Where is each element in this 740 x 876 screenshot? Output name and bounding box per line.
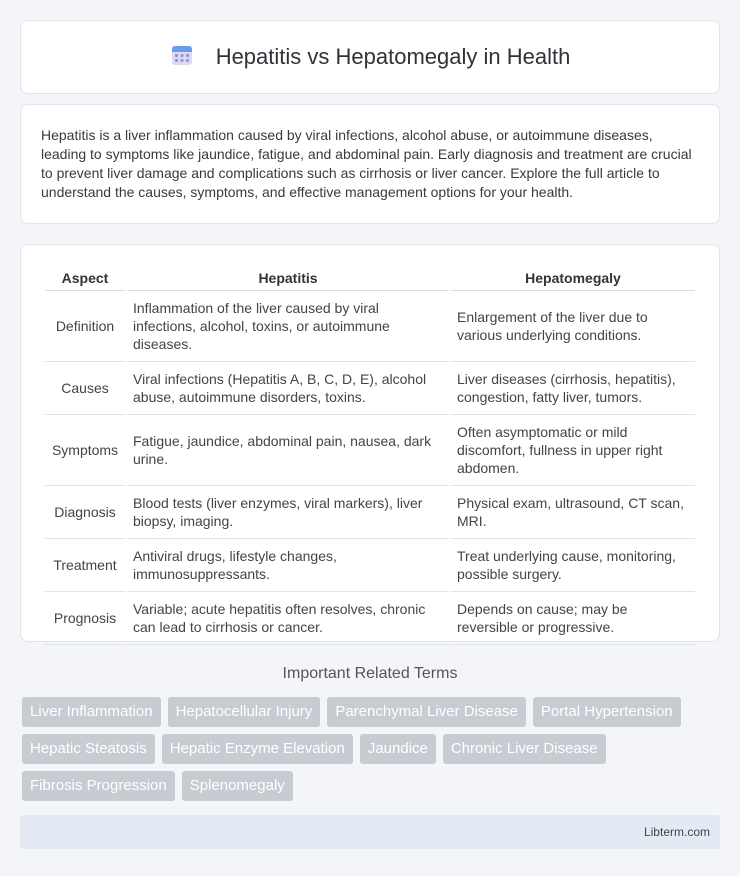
cell-hepatitis: Blood tests (liver enzymes, viral markers), liver biopsy, imaging.: [127, 486, 449, 539]
cell-hepatitis: Antiviral drugs, lifestyle changes, immunosuppressants.: [127, 539, 449, 592]
header-hepatitis: Hepatitis: [127, 267, 449, 291]
related-term-tag[interactable]: Fibrosis Progression: [22, 771, 175, 801]
related-term-tag[interactable]: Splenomegaly: [182, 771, 293, 801]
table-row: [45, 539, 695, 592]
related-term-tag[interactable]: Parenchymal Liver Disease: [327, 697, 526, 727]
cell-hepatitis: Inflammation of the liver caused by viral infections, alcohol, toxins, or autoimmune diseases.: [127, 291, 449, 362]
cell-aspect: Definition: [45, 291, 125, 362]
cell-hepatomegaly: Liver diseases (cirrhosis, hepatitis), congestion, fatty liver, tumors.: [451, 362, 695, 415]
related-term-tag[interactable]: Hepatic Enzyme Elevation: [162, 734, 353, 764]
table-row: [45, 291, 695, 362]
related-term-tag[interactable]: Hepatic Steatosis: [22, 734, 155, 764]
table-header-row: [45, 267, 695, 291]
cell-hepatomegaly: Often asymptomatic or mild discomfort, fullness in upper right abdomen.: [451, 415, 695, 486]
table-row: [45, 592, 695, 645]
cell-hepatomegaly: Treat underlying cause, monitoring, possible surgery.: [451, 539, 695, 592]
cell-hepatomegaly: Physical exam, ultrasound, CT scan, MRI.: [451, 486, 695, 539]
related-term-tag[interactable]: Hepatocellular Injury: [168, 697, 321, 727]
cell-aspect: Causes: [45, 362, 125, 415]
title-card: [20, 20, 720, 94]
calendar-icon: [170, 43, 194, 72]
related-term-tag[interactable]: Jaundice: [360, 734, 436, 764]
cell-aspect: Treatment: [45, 539, 125, 592]
footer-site[interactable]: Libterm.com: [643, 825, 710, 839]
cell-hepatitis: Viral infections (Hepatitis A, B, C, D, E), alcohol abuse, autoimmune disorders, toxins.: [127, 362, 449, 415]
header-aspect: Aspect: [45, 267, 125, 291]
table-row: [45, 362, 695, 415]
table-row: [45, 415, 695, 486]
comparison-table-card: [20, 244, 720, 642]
cell-hepatomegaly: Depends on cause; may be reversible or progressive.: [451, 592, 695, 645]
cell-aspect: Prognosis: [45, 592, 125, 645]
page-title: Hepatitis vs Hepatomegaly in Health: [215, 44, 571, 69]
related-term-tag[interactable]: Liver Inflammation: [22, 697, 161, 727]
comparison-table: [43, 267, 697, 645]
cell-hepatitis: Fatigue, jaundice, abdominal pain, nausea, dark urine.: [127, 415, 449, 486]
cell-hepatitis: Variable; acute hepatitis often resolves, chronic can lead to cirrhosis or cancer.: [127, 592, 449, 645]
related-term-tag[interactable]: Chronic Liver Disease: [443, 734, 606, 764]
intro-text: Hepatitis is a liver inflammation caused by viral infections, alcohol abuse, or autoimmune diseases, leading to symptoms like jaundice, fatigue, and abdominal pain. Early diagnosis and treatment are crucial to prevent liver damage and complications such as cirrhosis or liver cancer. Explore the full article to understand the causes, symptoms, and effective management options for your health.: [41, 127, 692, 200]
cell-aspect: Diagnosis: [45, 486, 125, 539]
footer: [20, 815, 720, 849]
cell-hepatomegaly: Enlargement of the liver due to various underlying conditions.: [451, 291, 695, 362]
table-row: [45, 486, 695, 539]
header-hepatomegaly: Hepatomegaly: [451, 267, 695, 291]
cell-aspect: Symptoms: [45, 415, 125, 486]
related-term-tag[interactable]: Portal Hypertension: [533, 697, 681, 727]
related-terms-list: [20, 697, 720, 801]
intro-card: [20, 104, 720, 224]
related-terms-title: Important Related Terms: [282, 665, 458, 682]
